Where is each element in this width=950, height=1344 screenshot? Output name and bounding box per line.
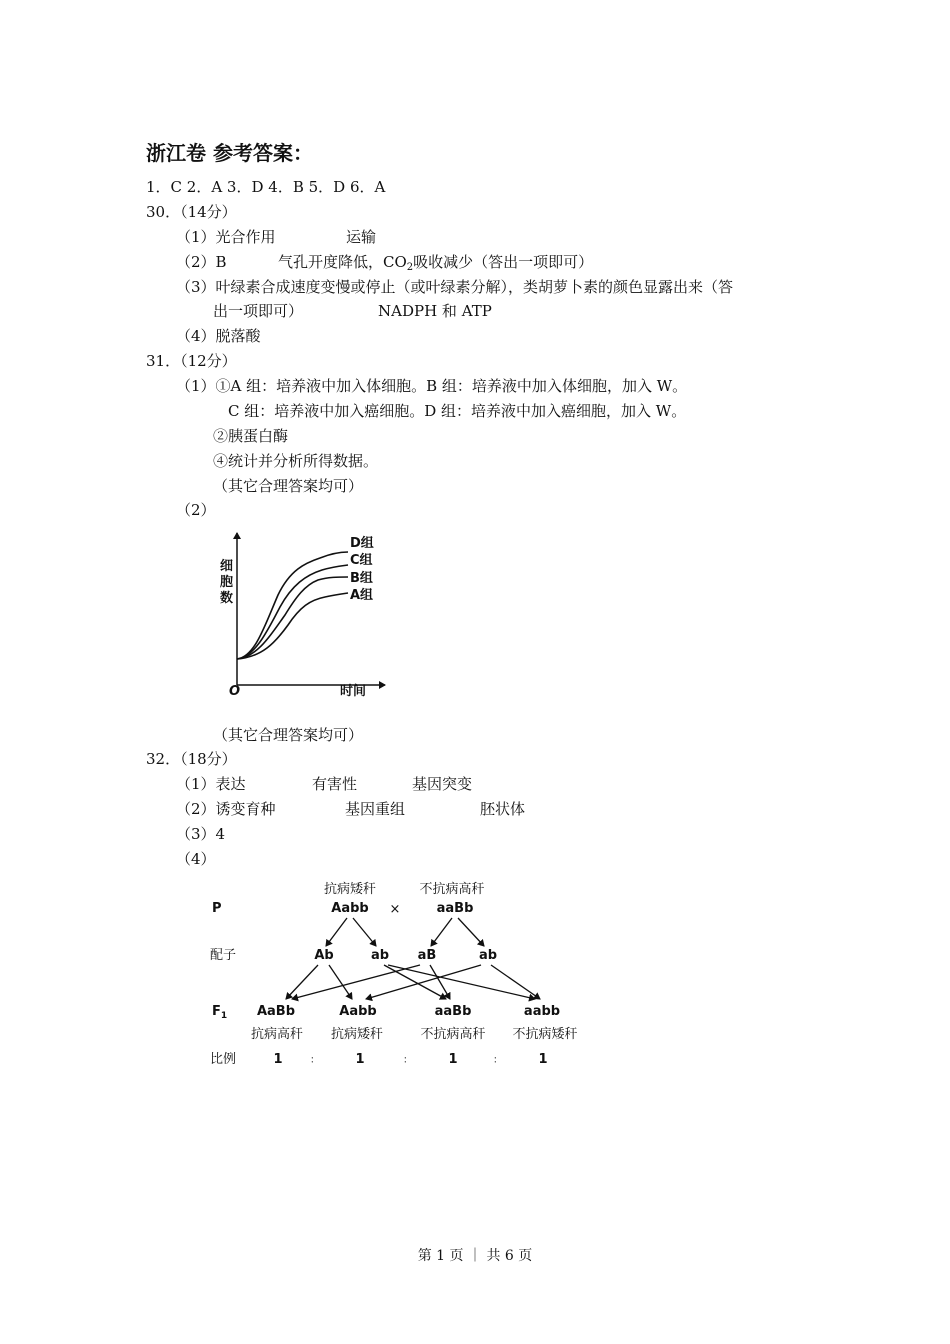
offspring-genotype-1: AaBb (256, 1004, 296, 1019)
offspring-genotype-4: aabb (523, 1004, 561, 1019)
arrow-g1-to-o2 (329, 965, 352, 999)
q31-p1-line3: ②胰蛋白酶 (213, 427, 289, 445)
legend-d: D组 (350, 536, 374, 551)
legend-c: C组 (350, 553, 373, 568)
q32-p2-b: 基因重组 (345, 800, 406, 818)
label-ratio: 比例 (210, 1052, 237, 1067)
q32-p1-a: （1）表达 (176, 775, 246, 793)
ratio-colon-2: ： (403, 1055, 413, 1066)
gamete-1: Ab (314, 948, 334, 963)
chart-origin: O (229, 684, 241, 699)
arrow-g3-to-o3 (430, 965, 450, 999)
chart-ylabel-2: 胞 (220, 575, 234, 590)
arrow-g3-to-o1 (292, 965, 420, 999)
q30-p3-extra: NADPH 和 ATP (378, 302, 492, 320)
label-f1 (212, 1004, 227, 1021)
cross-sign: × (389, 902, 401, 917)
q30-p2-a: 气孔开度降低，CO (278, 253, 407, 271)
ratio-4: 1 (538, 1052, 548, 1067)
offspring-phenotype-1: 抗病高秆 (250, 1027, 304, 1042)
parent2-phenotype: 不抗病高秆 (419, 882, 485, 897)
mc-answers: 1．C 2．A 3．D 4．B 5．D 6．A (146, 178, 386, 196)
ratio-colon-1: ： (310, 1055, 320, 1066)
q30-p3-line2: 出一项即可） (213, 302, 304, 320)
offspring-genotype-2: Aabb (339, 1004, 377, 1019)
chart-ylabel-3: 数 (220, 591, 234, 606)
ratio-3: 1 (448, 1052, 458, 1067)
q30-p2-sub: 2 (406, 262, 414, 273)
page-footer: 第 1 页 ｜ 共 6 页 (417, 1248, 533, 1264)
legend-b: B组 (350, 571, 373, 586)
gamete-2: ab (370, 948, 390, 963)
offspring-phenotype-4: 不抗病矮秆 (512, 1027, 578, 1042)
label-f1-main: F (212, 1004, 221, 1019)
q31-head: 31．（12分） (146, 352, 237, 370)
q30-p3-line1: （3）叶绿素合成速度变慢或停止（或叶绿素分解），类胡萝卜素的颜色显露出来（答 (176, 278, 734, 296)
q31-p2-note: （其它合理答案均可） (213, 726, 364, 744)
q32-p1-b: 有害性 (312, 775, 358, 793)
label-f1-sub: 1 (220, 1011, 228, 1021)
q31-p1-note: （其它合理答案均可） (213, 477, 364, 495)
arrow-g2-to-o3 (384, 965, 446, 999)
q32-p1-c: 基因突变 (412, 775, 473, 793)
gamete-4: ab (478, 948, 498, 963)
label-gametes: 配子 (210, 948, 237, 963)
q32-p2-a: （2）诱变育种 (176, 800, 276, 818)
genetic-cross-diagram (200, 872, 600, 1072)
gamete-3: aB (417, 948, 437, 963)
q30-p1-extra: 运输 (346, 228, 377, 246)
q32-head: 32．（18分） (146, 750, 237, 768)
chart-xlabel: 时间 (340, 684, 367, 699)
legend-a: A组 (350, 588, 374, 603)
offspring-genotype-3: aaBb (434, 1004, 472, 1019)
q30-p2-b: 吸收减少（答出一项即可） (413, 253, 594, 271)
q31-p1-line2: C 组：培养液中加入癌细胞。D 组：培养液中加入癌细胞，加入 W。 (228, 402, 687, 420)
growth-curve-chart (210, 525, 400, 700)
q31-p1-line4: ④统计并分析所得数据。 (213, 452, 379, 470)
q30-p2-answer (278, 252, 593, 278)
parent1-phenotype: 抗病矮秆 (323, 882, 377, 897)
offspring-phenotype-2: 抗病矮秆 (330, 1027, 384, 1042)
ratio-1: 1 (273, 1052, 283, 1067)
q32-p2-c: 胚状体 (480, 800, 526, 818)
q32-p4: （4） (176, 850, 216, 868)
q31-p1-line1: （1）①A 组：培养液中加入体细胞。B 组：培养液中加入体细胞，加入 W。 (176, 377, 688, 395)
arrow-p2-to-g4 (458, 918, 484, 946)
page-title: 浙江卷 参考答案： (146, 141, 313, 165)
arrow-p1-to-g1 (326, 918, 347, 946)
curve-c (237, 565, 348, 659)
chart-ylabel-1: 细 (220, 559, 234, 574)
parent2-genotype: aaBb (436, 901, 474, 916)
q30-p4: （4）脱落酸 (176, 327, 261, 345)
ratio-colon-3: ： (493, 1055, 503, 1066)
q32-p3: （3）4 (176, 825, 226, 843)
q30-p2-label: （2）B (176, 253, 227, 271)
label-p: P (212, 901, 222, 916)
q31-p2-label: （2） (176, 501, 216, 519)
arrow-p2-to-g3 (431, 918, 452, 946)
ratio-2: 1 (355, 1052, 365, 1067)
parent1-genotype: Aabb (331, 901, 369, 916)
q30-p1-label: （1）光合作用 (176, 228, 276, 246)
q30-head: 30．（14分） (146, 203, 237, 221)
offspring-phenotype-3: 不抗病高秆 (420, 1027, 486, 1042)
arrow-p1-to-g2 (353, 918, 376, 946)
